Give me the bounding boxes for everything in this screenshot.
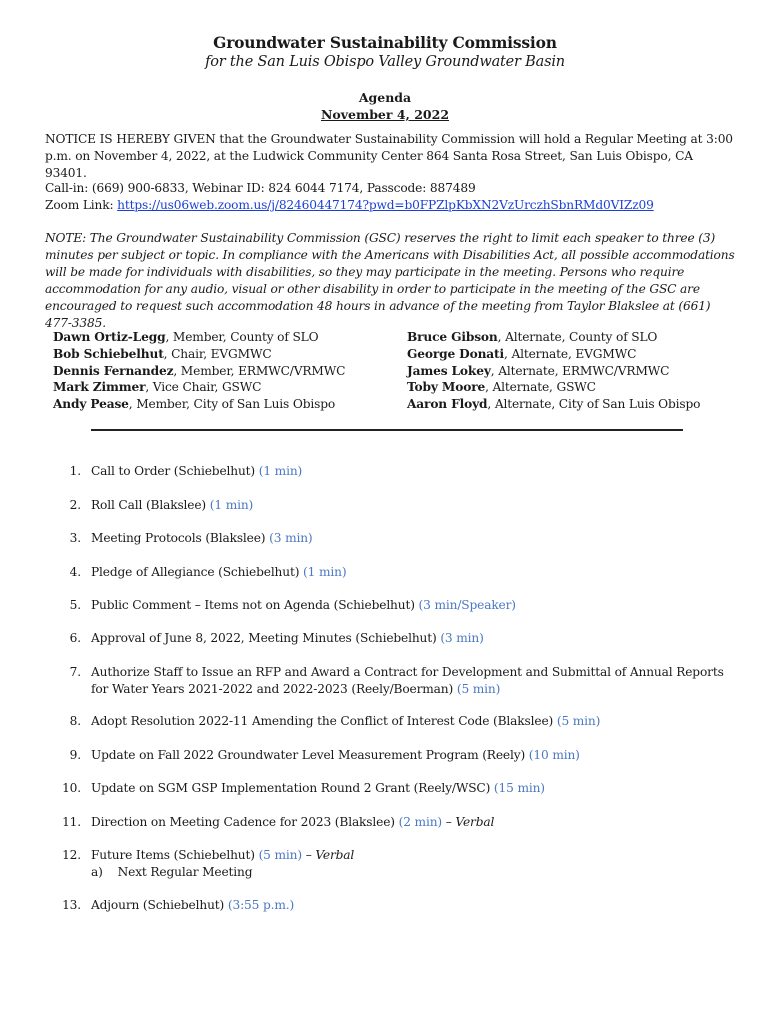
agenda-item-duration: (1 min) bbox=[303, 565, 347, 579]
member-entry bbox=[407, 396, 747, 413]
agenda-item-duration: (15 min) bbox=[493, 781, 545, 795]
call-in-info bbox=[45, 180, 735, 214]
agenda-item-text bbox=[91, 897, 736, 914]
agenda-item-title: Meeting Protocols (Blakslee) bbox=[91, 531, 270, 545]
agenda-item-title: Future Items (Schiebelhut) bbox=[91, 848, 259, 862]
member-name: Mark Zimmer bbox=[53, 380, 146, 395]
member-role: , Member, City of San Luis Obispo bbox=[128, 397, 336, 412]
agenda-item-number: 6. bbox=[69, 631, 81, 645]
member-name: George Donati bbox=[407, 346, 504, 361]
agenda-item-number: 9. bbox=[69, 748, 81, 762]
member-role: , Vice Chair, GSWC bbox=[145, 380, 262, 395]
agenda-item-title: Adjourn (Schiebelhut) bbox=[91, 898, 228, 912]
agenda-item-title: Pledge of Allegiance (Schiebelhut) bbox=[91, 565, 304, 579]
page-subtitle: for the San Luis Obispo Valley Groundwater Basin bbox=[205, 54, 565, 70]
agenda-item-duration: (5 min) bbox=[456, 682, 501, 696]
meeting-date: November 4, 2022 bbox=[320, 107, 450, 122]
agenda-item-number: 7. bbox=[69, 665, 81, 679]
member-role: , Member, ERMWC/VRMWC bbox=[173, 363, 346, 378]
member-name: Toby Moore bbox=[407, 380, 486, 395]
member-entry bbox=[407, 346, 747, 363]
agenda-item-text bbox=[91, 664, 736, 698]
agenda-item-text bbox=[91, 597, 736, 614]
agenda-item-number: 8. bbox=[69, 714, 81, 728]
member-name: Aaron Floyd bbox=[407, 397, 488, 412]
agenda-item-number: 3. bbox=[69, 531, 81, 545]
agenda-item-duration: (3 min) bbox=[440, 631, 484, 645]
member-name: Dennis Fernandez bbox=[53, 363, 174, 378]
member-role: , Alternate, County of SLO bbox=[497, 330, 658, 344]
member-name: Andy Pease bbox=[53, 397, 129, 412]
agenda-item-duration: (1 min) bbox=[209, 498, 254, 512]
member-entry bbox=[53, 329, 393, 346]
agenda-item-title: Adopt Resolution 2022-11 Amending the Conflict of Interest Code (Blakslee) bbox=[91, 714, 557, 728]
agenda-item-number: 2. bbox=[69, 498, 81, 512]
member-entry bbox=[53, 379, 393, 396]
agenda-item-duration: (3 min/Speaker) bbox=[418, 598, 516, 612]
member-role: , Alternate, ERMWC/VRMWC bbox=[490, 363, 670, 378]
agenda-item-number: 13. bbox=[62, 898, 81, 912]
member-name: James Lokey bbox=[407, 363, 491, 378]
member-name: Bruce Gibson bbox=[407, 330, 498, 344]
agenda-item-duration: (3 min) bbox=[269, 531, 313, 545]
member-role: , Alternate, EVGMWC bbox=[504, 346, 637, 361]
call-in-line: Call-in: (669) 900-6833, Webinar ID: 824 6044 7174, Passcode: 887489 bbox=[45, 181, 476, 195]
agenda-item-text bbox=[91, 747, 736, 764]
members-list-left bbox=[53, 329, 393, 413]
agenda-item-title: Roll Call (Blakslee) bbox=[91, 498, 210, 512]
members-list-right bbox=[407, 329, 747, 413]
member-entry bbox=[53, 363, 393, 380]
agenda-item-duration: (2 min) bbox=[398, 815, 443, 829]
agenda-item-title: Update on Fall 2022 Groundwater Level Measurement Program (Reely) bbox=[91, 748, 529, 762]
member-role: , Alternate, City of San Luis Obispo bbox=[487, 397, 701, 412]
agenda-item-number: 1. bbox=[69, 464, 81, 478]
agenda-item-text bbox=[91, 463, 736, 480]
member-name: Bob Schiebelhut bbox=[53, 346, 164, 361]
member-name: Dawn Ortiz-Legg bbox=[53, 330, 166, 344]
member-entry bbox=[53, 346, 393, 363]
agenda-item-title: Call to Order (Schiebelhut) bbox=[91, 464, 259, 478]
agenda-item-dash: – bbox=[301, 848, 316, 862]
agenda-item-text bbox=[91, 713, 736, 730]
agenda-item-text bbox=[91, 780, 736, 797]
agenda-item-text bbox=[91, 497, 736, 514]
zoom-link-label: Zoom Link: bbox=[45, 198, 118, 212]
agenda-item-dash: – bbox=[442, 815, 456, 829]
agenda-item-number: 4. bbox=[69, 565, 81, 579]
agenda-item-title: Update on SGM GSP Implementation Round 2 Grant (Reely/WSC) bbox=[91, 781, 494, 795]
accessibility-note: NOTE: The Groundwater Sustainability Commission (GSC) reserves the right to limit each speaker to three (3) minutes per subject or topic. In compliance with the Americans with Disabilities Act, all possible accommodations will be made for individuals with disabilities, so they may participate in the meeting. Persons who require accommodation for any audio, visual or other disability in order to participate in the meeting of the GSC are encouraged to request such accommodation 48 hours in advance of the meeting from Taylor Blakslee at (661) 477-3385. bbox=[45, 231, 735, 330]
zoom-link-line bbox=[45, 197, 735, 214]
agenda-item-verbal: Verbal bbox=[315, 848, 355, 862]
member-role: , Member, County of SLO bbox=[165, 330, 319, 344]
agenda-item-duration: (5 min) bbox=[556, 714, 601, 728]
agenda-item-verbal: Verbal bbox=[455, 815, 495, 829]
section-divider bbox=[91, 429, 683, 431]
agenda-item-text bbox=[91, 530, 736, 547]
agenda-label: Agenda bbox=[358, 90, 412, 105]
agenda-item-text bbox=[91, 564, 736, 581]
agenda-item-title: Authorize Staff to Issue an RFP and Award a Contract for Development and Submittal of Annual Reports for Water Years 2021-2022 and 2022-2023 (Reely/Boerman) bbox=[91, 665, 724, 696]
agenda-item-number: 11. bbox=[62, 815, 81, 829]
page-title: Groundwater Sustainability Commission bbox=[213, 33, 557, 52]
agenda-item-duration: (10 min) bbox=[528, 748, 580, 762]
agenda-item-duration: (3:55 p.m.) bbox=[227, 898, 295, 912]
agenda-item-duration: (1 min) bbox=[258, 464, 303, 478]
agenda-item-title: Direction on Meeting Cadence for 2023 (Blakslee) bbox=[91, 815, 399, 829]
agenda-item-text bbox=[91, 847, 736, 881]
agenda-item-text bbox=[91, 630, 736, 647]
member-entry bbox=[407, 329, 747, 346]
member-entry bbox=[407, 379, 747, 396]
agenda-item-title: Approval of June 8, 2022, Meeting Minutes (Schiebelhut) bbox=[91, 631, 441, 645]
agenda-item-number: 5. bbox=[69, 598, 81, 612]
agenda-item-number: 10. bbox=[62, 781, 81, 795]
agenda-subitem: a) Next Regular Meeting bbox=[91, 865, 253, 879]
agenda-item-number: 12. bbox=[62, 848, 81, 862]
agenda-item-duration: (5 min) bbox=[258, 848, 302, 862]
agenda-item-title: Public Comment – Items not on Agenda (Schiebelhut) bbox=[91, 598, 419, 612]
meeting-notice: NOTICE IS HEREBY GIVEN that the Groundwater Sustainability Commission will hold a Regular Meeting at 3:00 p.m. on November 4, 2022, at the Ludwick Community Center 864 Santa Rosa Street, San Luis Obispo, CA 93401. bbox=[45, 132, 733, 180]
zoom-link[interactable]: https://us06web.zoom.us/j/82460447174?pwd=b0FPZlpKbXN2VzUrczhSbnRMd0VIZz09 bbox=[117, 198, 654, 212]
agenda-item-text bbox=[91, 814, 736, 831]
member-role: , Alternate, GSWC bbox=[485, 380, 596, 395]
member-role: , Chair, EVGMWC bbox=[163, 346, 272, 361]
member-entry bbox=[407, 363, 747, 380]
member-entry bbox=[53, 396, 393, 413]
